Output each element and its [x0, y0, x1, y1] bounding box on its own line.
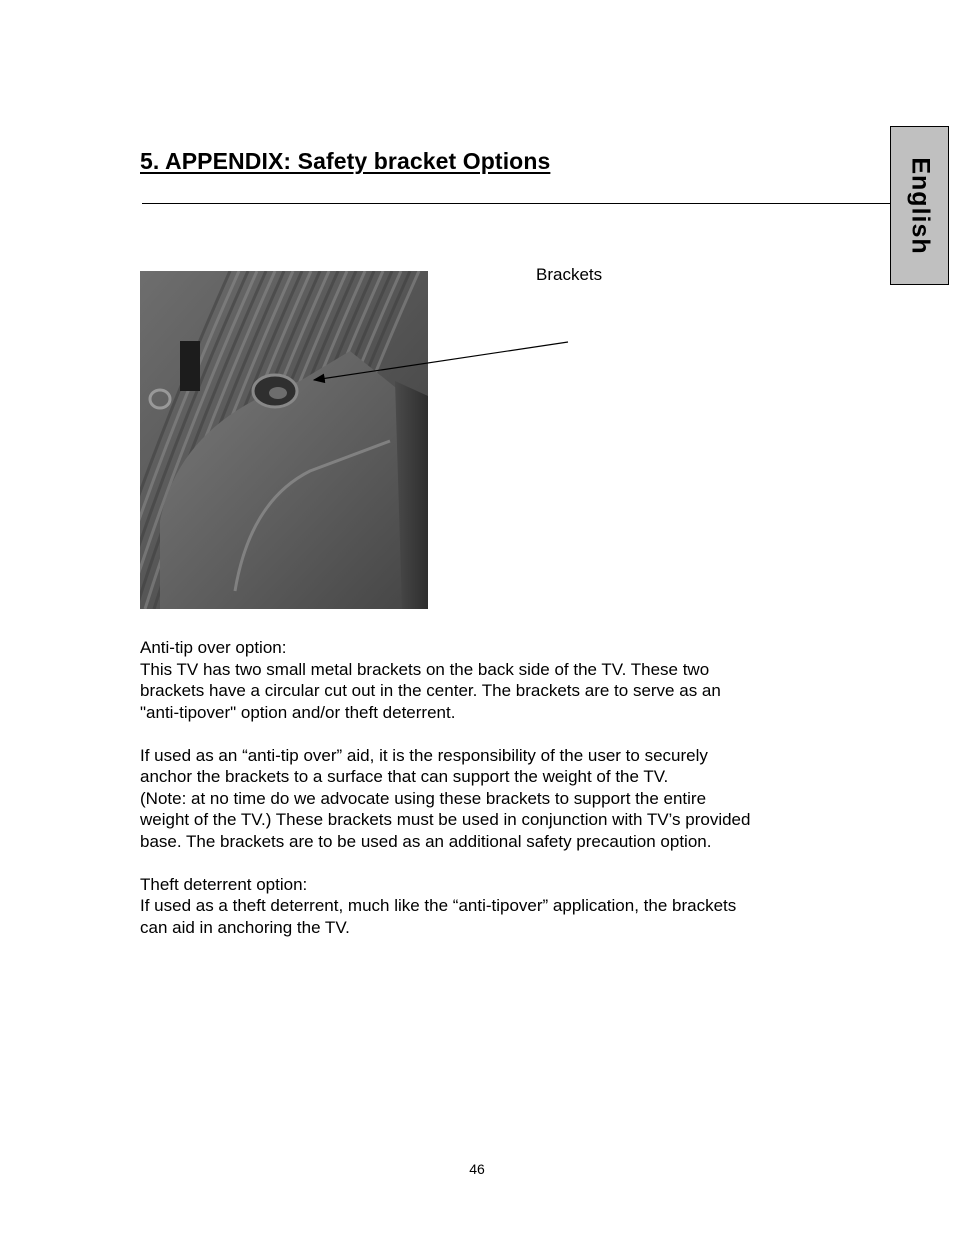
language-tab [890, 126, 949, 285]
text-line: Theft deterrent option: [140, 874, 308, 894]
text-line: This TV has two small metal brackets on the back side of the TV. These two [140, 659, 710, 679]
paragraph-theft-deterrent [140, 874, 840, 939]
text-line: weight of the TV.) These brackets must be used in conjunction with TV’s provided [140, 810, 751, 829]
text-line: base. The brackets are to be used as an additional safety precaution option. [140, 831, 712, 851]
text-line: If used as an “anti-tip over” aid, it is the responsibility of the user to securely [140, 745, 708, 765]
text-line: Anti-tip over option: [140, 638, 287, 657]
text-line: (Note: at no time do we advocate using these brackets to support the entire [140, 788, 707, 808]
paragraph-responsibility [140, 745, 840, 853]
body-text [140, 637, 840, 960]
tv-bracket-photo [140, 271, 428, 609]
page-title: 5. APPENDIX: Safety bracket Options [140, 148, 551, 174]
paragraph-anti-tip [140, 637, 840, 723]
text-line: brackets have a circular cut out in the center. The brackets are to serve as an [140, 681, 721, 700]
title-divider [142, 203, 891, 204]
language-tab-label: English [906, 156, 934, 255]
text-line: "anti-tipover" option and/or theft deterrent. [140, 702, 456, 722]
page-number: 46 [469, 1161, 485, 1177]
brackets-callout-label: Brackets [536, 265, 603, 284]
text-line: If used as a theft deterrent, much like the “anti-tipover” application, the brackets [140, 896, 737, 915]
text-line: anchor the brackets to a surface that can support the weight of the TV. [140, 767, 669, 786]
text-line: can aid in anchoring the TV. [140, 917, 350, 937]
